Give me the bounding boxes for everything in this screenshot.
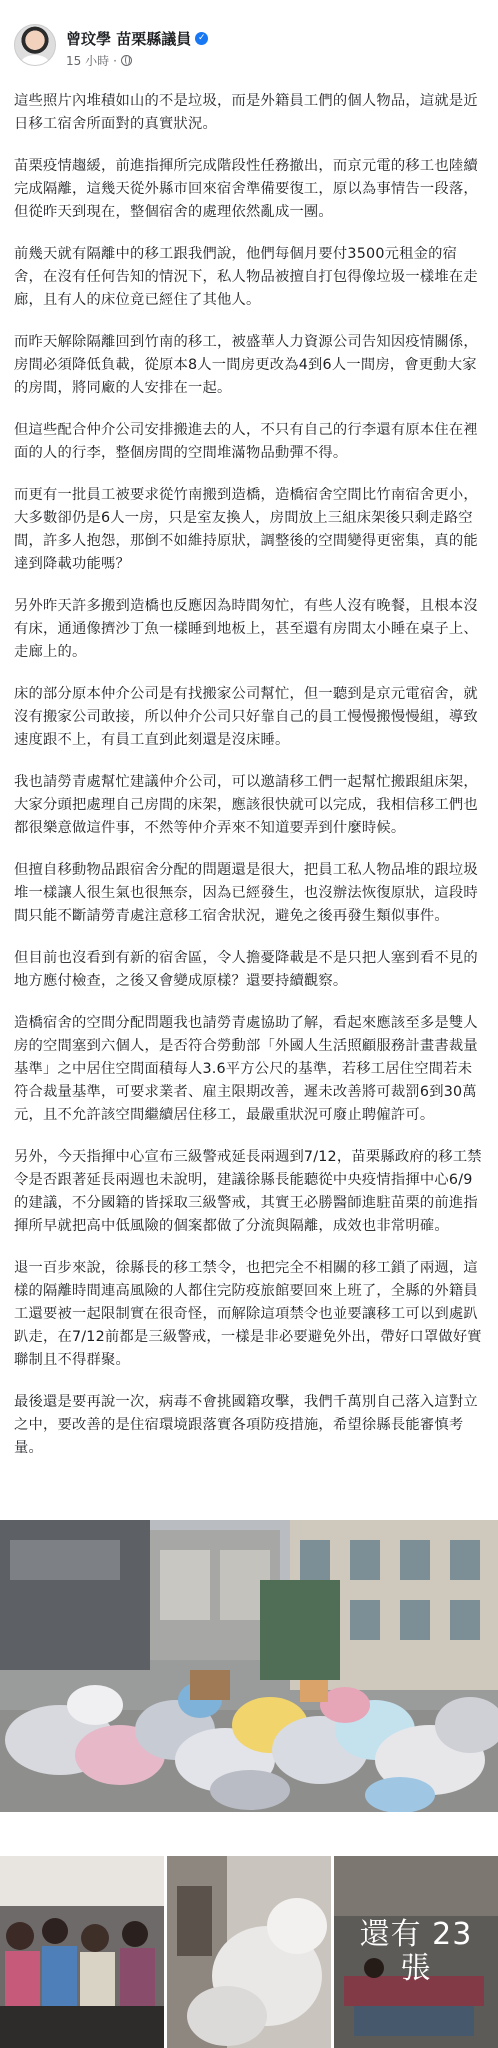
avatar[interactable] xyxy=(14,24,56,66)
photo-crowded-room xyxy=(0,1856,164,2048)
post-paragraph: 這些照片內堆積如山的不是垃圾，而是外籍員工們的個人物品，這就是近日移工宿舍所面對的真實狀況。 xyxy=(14,93,478,132)
post-paragraph: 前幾天就有隔離中的移工跟我們說，他們每個月要付3500元租金的宿舍，在沒有任何告知的情況下，私人物品被擅自打包得像垃圾一樣堆在走廊，且有人的床位竟已經住了其他人。 xyxy=(14,246,478,308)
more-photos-overlay[interactable] xyxy=(334,1856,498,2048)
post-paragraph: 但擅自移動物品跟宿舍分配的問題還是很大，把員工私人物品堆的跟垃圾堆一樣讓人很生氣也很無奈，因為已經發生，也沒辦法恢復原狀，這段時間只能不斷請勞青處注意移工宿舍狀況，避免之後再發生類似事件。 xyxy=(14,862,478,924)
photo-belongings-pile xyxy=(0,1520,498,1812)
post-paragraph: 床的部分原本仲介公司是有找搬家公司幫忙，但一聽到是京元電宿舍，就沒有搬家公司敢接，所以仲介公司只好靠自己的員工慢慢搬慢慢組，導致速度跟不上，有員工直到此刻還是沒床睡。 xyxy=(14,686,478,748)
post-photo-main[interactable] xyxy=(0,1520,498,1812)
post-body xyxy=(14,90,484,1479)
post-header xyxy=(0,0,498,78)
post-timestamp[interactable]: 15 小時 xyxy=(66,54,110,68)
post-photo-grid xyxy=(0,1856,498,2048)
post-paragraph: 最後還是要再說一次，病毒不會挑國籍攻擊，我們千萬別自己落入這對立之中，要改善的是住宿環境跟落實各項防疫措施，希望徐縣長能審慎考量。 xyxy=(14,1394,478,1456)
post-paragraph: 但這些配合仲介公司安排搬進去的人，不只有自己的行李還有原本住在裡面的人的行李，整個房間的空間堆滿物品動彈不得。 xyxy=(14,422,478,461)
post-paragraph: 而昨天解除隔離回到竹南的移工，被盛華人力資源公司告知因疫情關係，房間必須降低負載，從原本8人一間房更改為4到6人一間房，會更動大家的房間，將同廠的人安排在一起。 xyxy=(14,334,478,396)
photo-bags-in-room xyxy=(167,1856,331,2048)
author-name[interactable]: 曾玟學 苗栗縣議員 xyxy=(66,29,192,48)
post-paragraph: 而更有一批員工被要求從竹南搬到造橋，造橋宿舍空間比竹南宿舍更小，大多數卻仍是6人一房，只是室友換人，房間放上三組床架後只剩走路空間，許多人抱怨，那倒不如維持原狀，調整後的空間變得更密集，真的能達到降載功能嗎？ xyxy=(14,487,478,572)
author-row xyxy=(66,28,208,48)
post-paragraph: 退一百步來說，徐縣長的移工禁令，也把完全不相關的移工鎖了兩週，這樣的隔離時間連高風險的人都住完防疫旅館要回來上班了，全縣的外籍員工還要被一起限制實在很奇怪，而解除這項禁令也並要讓移工可以到處趴趴走，在7/12前都是三級警戒，一樣是非必要避免外出，帶好口罩做好實聯制且不得群聚。 xyxy=(14,1260,482,1368)
post-meta xyxy=(66,52,132,69)
post-paragraph: 另外，今天指揮中心宣布三級警戒延長兩週到7/12，苗栗縣政府的移工禁令是否跟著延長兩週也未說明，建議徐縣長能聽從中央疫情指揮中心6/9的建議，不分國籍的皆採取三級警戒，其實王必勝醫師進駐苗栗的前進指揮所早就把高中低風險的個案都做了分流與隔離，成效也非常明確。 xyxy=(14,1149,482,1234)
post-photo-thumb[interactable] xyxy=(167,1856,331,2048)
post-paragraph: 我也請勞青處幫忙建議仲介公司，可以邀請移工們一起幫忙搬跟組床架，大家分頭把處理自己房間的床架，應該很快就可以完成，我相信移工們也都很樂意做這件事，不然等仲介弄來不知道要弄到什麼時候。 xyxy=(14,774,478,836)
post-photo-more[interactable] xyxy=(334,1856,498,2048)
post-photo-thumb[interactable] xyxy=(0,1856,164,2048)
separator-dot: · xyxy=(113,53,117,68)
post-paragraph: 但目前也沒看到有新的宿舍區，令人擔憂降載是不是只把人塞到看不見的地方應付檢查，之後又會變成原樣？還要持續觀察。 xyxy=(14,950,478,989)
more-photos-count: 還有 23 xyxy=(359,1917,473,1952)
post-paragraph: 苗栗疫情趨緩，前進指揮所完成階段性任務撤出，而京元電的移工也陸續完成隔離，這幾天從外縣市回來宿舍準備要復工，原以為事情告一段落，但從昨天到現在，整個宿舍的處理依然亂成一團。 xyxy=(14,158,478,220)
globe-icon[interactable] xyxy=(121,55,132,66)
more-photos-unit: 張 xyxy=(400,1951,432,1986)
post-paragraph: 造橋宿舍的空間分配問題我也請勞青處協助了解，看起來應該至多是雙人房的空間塞到六個人，是否符合勞動部「外國人生活照顧服務計畫書裁量基準」之中居住空間面積每人3.6平方公尺的基準，若移工居住空間若未符合裁量基準，可要求業者、雇主限期改善，遲未改善將可裁罰6到30萬元，且不允許該空間繼續居住移工，最嚴重狀況可廢止聘僱許可。 xyxy=(14,1015,478,1123)
post-paragraph: 另外昨天許多搬到造橋也反應因為時間匆忙，有些人沒有晚餐，且根本沒有床，通通像擠沙丁魚一樣睡到地板上，甚至還有房間太小睡在桌子上、走廊上的。 xyxy=(14,598,478,660)
verified-badge-icon: ✓ xyxy=(195,32,208,45)
